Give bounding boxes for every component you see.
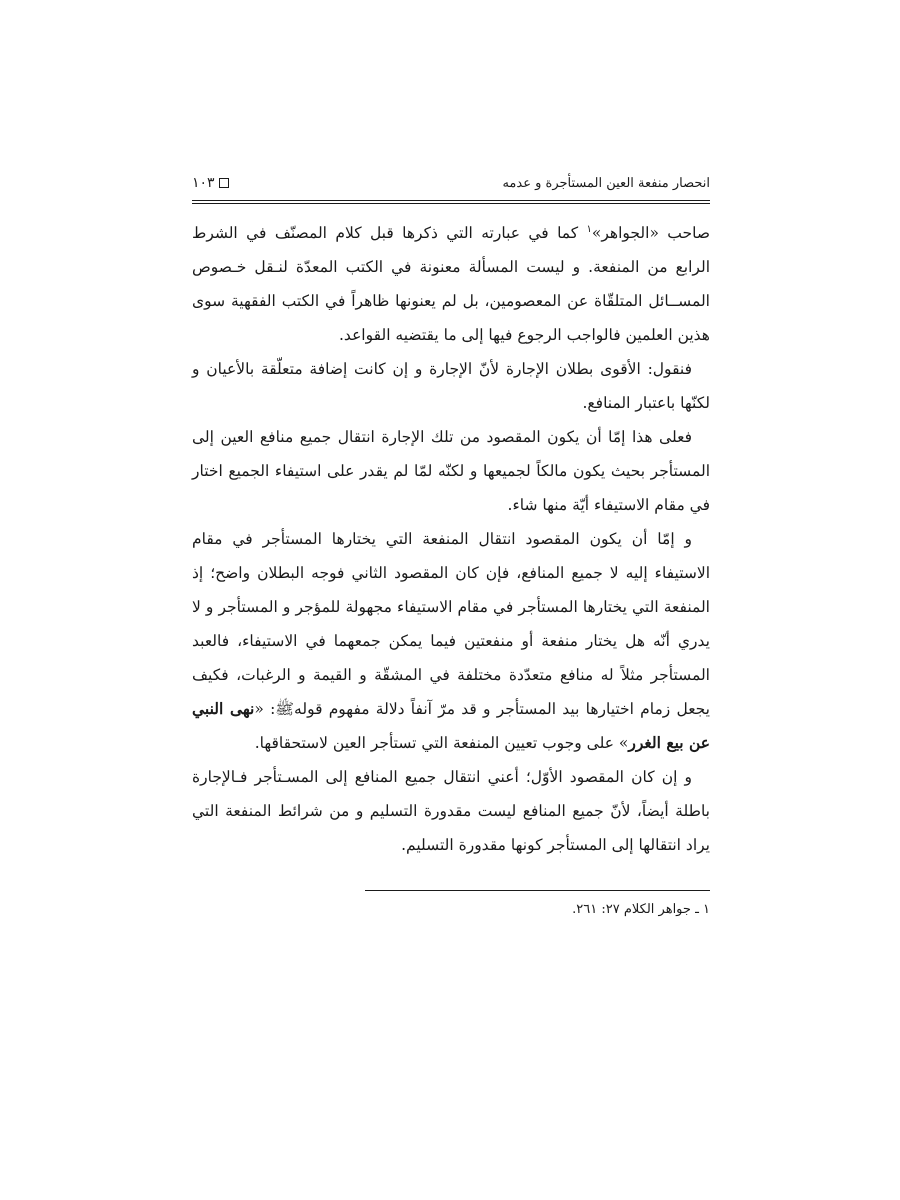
page-number: ١٠٣ [192,175,215,191]
running-header [192,168,710,198]
quote-open: : « [254,700,276,718]
page-number-block [192,175,229,191]
paragraph-5: و إن كان المقصود الأوّل؛ أعني انتقال جميع المنافع إلى المسـتأجر فـالإجارة باطلة أيضاً، لأنّ جميع المنافع ليست مقدورة التسليم و من شرائط المنفعة التي يراد انتقالها إلى المستأجر كونها مقدورة التسليم. [192,768,710,854]
header-title: انحصار منفعة العين المستأجرة و عدمه [502,175,710,191]
paragraph-1-lead: صاحب «الجواهر» [591,224,710,242]
hadith-quote: نهى النبي عن بيع الغرر [192,699,710,752]
page-body [192,216,710,862]
paragraph-3: فعلى هذا إمّا أن يكون المقصود من تلك الإجارة انتقال جميع منافع العين إلى المستأجر بحيث يكون مالكاً لجميعها و لكنّه لمّا لم يقدر على استيفاء الجميع اختار في مقام الاستيفاء أيّة منها شاء. [192,428,710,514]
book-page [192,168,710,923]
paragraph-1 [192,216,710,352]
paragraph-2: فنقول: الأقوى بطلان الإجارة لأنّ الإجارة و إن كانت إضافة متعلّقة بالأعيان و لكنّها باعتبار المنافع. [192,360,710,412]
paragraph-4 [192,522,710,760]
footnote-1: ١ ـ جواهر الكلام ٢٧: ٢٦١. [572,902,710,917]
header-rule [192,200,710,204]
salutation-glyph: ﷺ [275,700,295,718]
footnote-marker[interactable]: ١ [586,223,592,235]
paragraph-4-lead: و إمّا أن يكون المقصود انتقال المنفعة التي يختارها المستأجر في مقام الاستيفاء إليه لا جميع المنافع، فإن كان المقصود الثاني فوجه البطلان واضح؛ إذ المنفعة التي يختارها المستأجر في مقام الاستيفاء مجهولة للمؤجر و المستأجر و لا يدري أنّه هل يختار منفعة أو منفعتين فيما يمكن جمعهما في الاستيفاء، فالعبد المستأجر مثلاً له منافع متعدّدة مختلفة في المشقّة و القيمة و الرغبات، فكيف يجعل زمام اختيارها بيد المستأجر و قد مرّ آنفاً دلالة مفهوم قوله [192,530,711,718]
footnote-rule [365,890,710,891]
paragraph-4-rest: » على وجوب تعيين المنفعة التي تستأجر العين لاستحقاقها. [254,734,629,752]
paragraph-1-rest: كما في عبارته التي ذكرها قبل كلام المصنّف في الشرط الرابع من المنفعة. و ليست المسألة معنونة في الكتب المعدّة لنـقل خـصوص المســائل المتلقّاة عن المعصومين، بل لم يعنونها ظاهراً في الكتب الفقهية سوى هذين العلمين فالواجب الرجوع فيها إلى ما يقتضيه القواعد. [192,224,710,344]
square-bullet-icon [219,178,229,188]
